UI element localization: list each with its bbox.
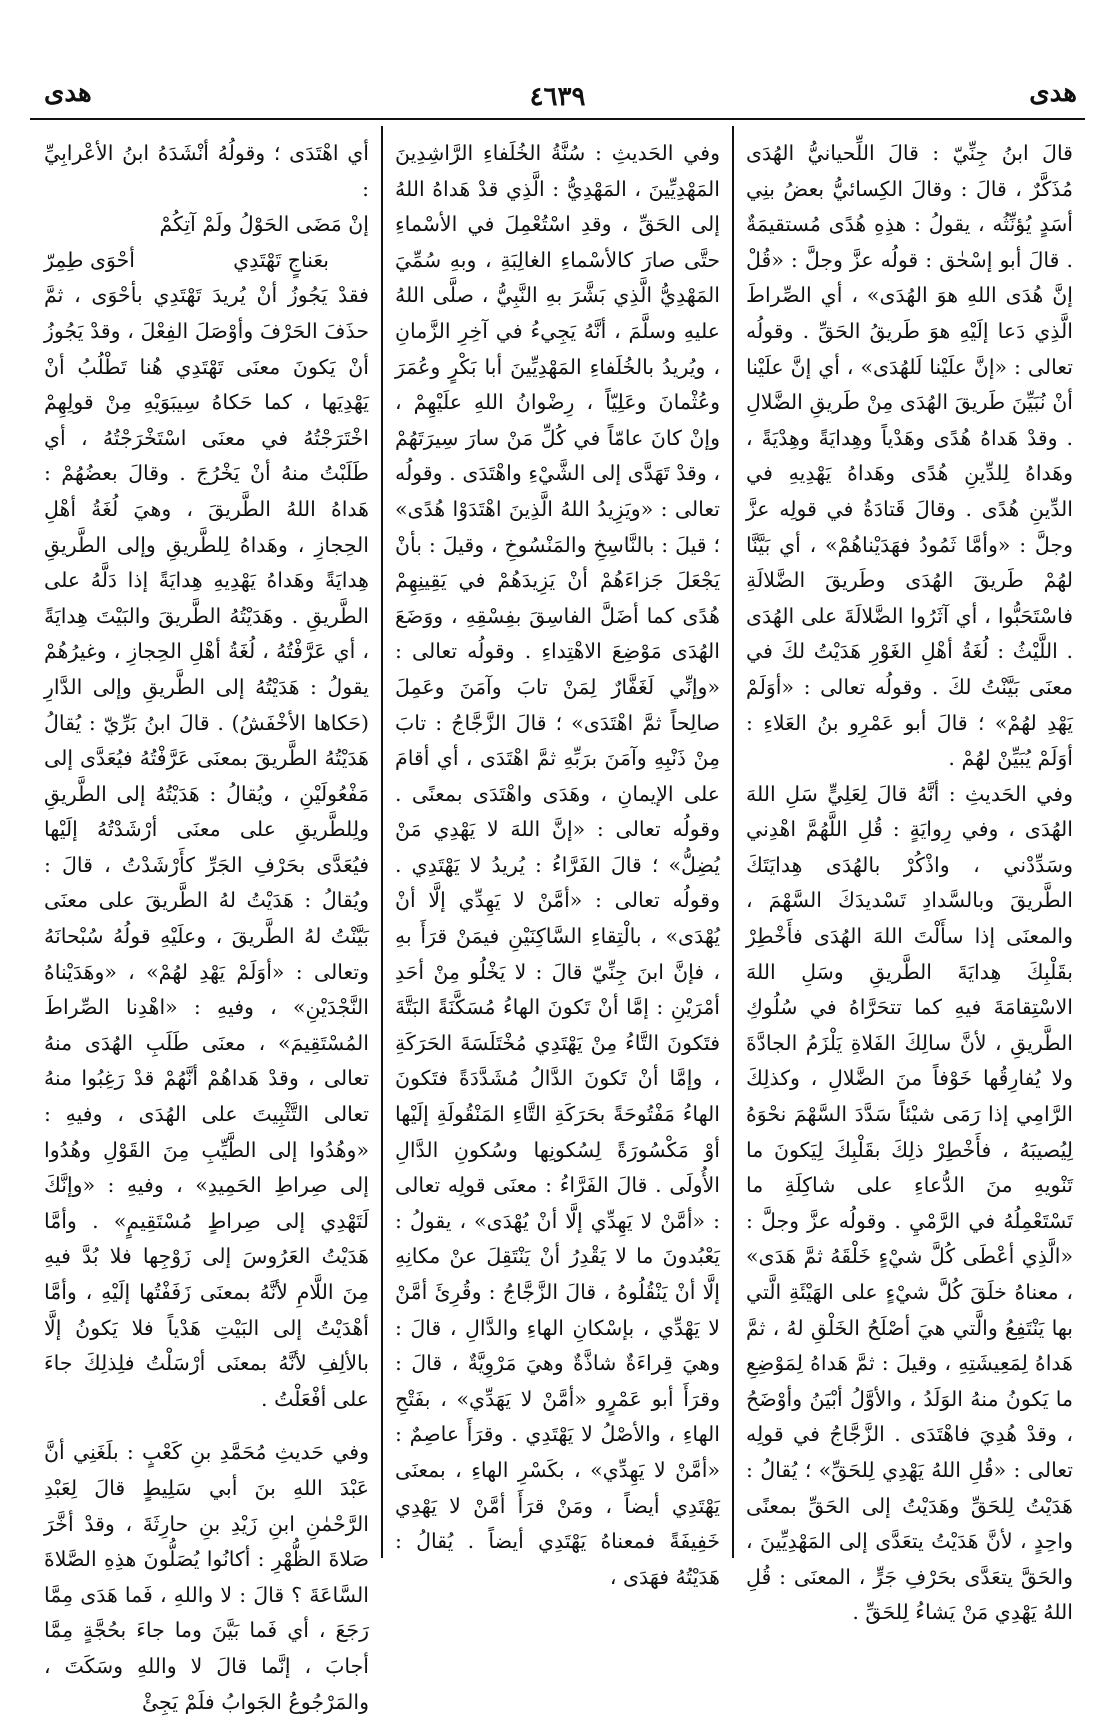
column-right-paragraph-2: وفي الحَديثِ : أنَّهُ قالَ لِعَلِيٍّ سَلِ اللهَ الهُدَى ، وفي رِوايَةٍ : قُلِ اللَّهُمَّ اهْدِني وسَدِّدْني ، واذْكُرْ بالهُدَى هِدايَتَكَ الطَّريقَ وبالسَّدادِ تَسْديدَكَ السَّهْمَ ، والمعنَى إذا سأَلْتَ اللهَ الهُدَى فأَخْطِرْ بقَلْبِكَ هِدايَةَ الطَّريقِ وسَلِ اللهَ الاسْتِقامَةَ فيهِ كما تتحَرَّاهُ في سُلُوكِ الطَّريقِ ، لأنَّ سالِكَ الفَلاةِ يَلْزَمُ الجادَّةَ ولا يُفارِقُها خَوْفاً منَ الضَّلالِ ، وكذلِكَ الرَّامِي إذا رَمَى شيْئاً سَدَّدَ السَّهْمَ نحْوَهُ لِيُصيبَهُ ، فأَخْطِرْ ذلِكَ بقَلْبِكَ لِيَكونَ ما تَنْويهِ منَ الدُّعاءِ على شاكِلَةِ ما تَسْتَعْمِلُهُ في الرَّمْيِ . وقولُه عزَّ وجلَّ : «الَّذِي أعْطَى كُلَّ شيْءٍ خَلْقَهُ ثمَّ هَدَى» ، معناهُ خلَقَ كُلَّ شيْءٍ على الهَيْئَةِ الَّتي بها يَنْتَفِعُ والَّتي هيَ أصْلَحُ الخَلْقِ لهُ ، ثمَّ هَداهُ لِمَعِيشَتِهِ ، وقيلَ : ثمَّ هَداهُ لِمَوْضِعِ ما يَكونُ منهُ الوَلَدُ ، والأوَّلُ أبْيَنُ وأوْضَحُ ، وقدْ هُدِيَ فاهْتَدَى . الزَّجَّاجُ في قولِه تعالى : «قُلِ اللهُ يَهْدِي لِلحَقِّ» ؛ يُقالُ : هَدَيْتُ لِلحَقِّ وهَدَيْتُ إلى الحَقِّ بمعنًى واحِدٍ ، لأنَّ هَدَيْتُ يتعَدَّى إلى المَهْدِيِّينَ ، والحَقَّ يتعَدَّى بحَرْفِ جَرٍّ ، المعنَى : قُلِ اللهُ يَهْدِي مَنْ يَشاءُ لِلحَقِّ .	[746, 781, 1073, 1625]
header-rule	[30, 118, 1085, 120]
header-entry-word-left: هدى	[44, 78, 92, 108]
column-left-paragraph-1: أي اهْتَدَى ؛ وقولُهُ أنْشَدَهُ ابنُ الأعْرابِيِّ :	[44, 141, 369, 201]
column-middle-paragraph-1: وفي الحَديثِ : سُنَّةُ الخُلَفاءِ الرَّاشِدِينَ المَهْدِيِّينَ ، المَهْدِيُّ : الَّذِي قدْ هَداهُ اللهُ إلى الحَقِّ ، وقدِ اسْتُعْمِلَ في الأسْماءِ حتَّى صارَ كالأسْماءِ الغالِبَةِ ، وبهِ سُمِّيَ المَهْدِيُّ الَّذِي بَشَّرَ بهِ النَّبِيُّ ، صلَّى اللهُ عليهِ وسلَّمَ ، أنَّهُ يَجِيءُ في آخِرِ الزَّمانِ ، ويُريدُ بالخُلَفاءِ المَهْدِيِّينَ أبا بَكْرٍ وعُمَرَ وعُثْمانَ وعَلِيّاً ، رِضْوانُ اللهِ علَيْهِمْ ، وإنْ كانَ عامّاً في كُلِّ مَنْ سارَ سِيرَتَهُمْ ، وقدْ تَهَدَّى إلى الشَّيْءِ واهْتَدَى . وقولُه تعالى : «ويَزِيدُ اللهُ الَّذِينَ اهْتَدَوْا هُدًى» ؛ قيلَ : بالنَّاسِخِ والمَنْسُوخِ ، وقيلَ : بأنْ يَجْعَلَ جَزاءَهُمْ أنْ يَزِيدَهُمْ في يَقِينِهِمْ هُدًى كما أضَلَّ الفاسِقَ بفِسْقِهِ ، ووَضَعَ الهُدَى مَوْضِعَ الاهْتِداءِ . وقولُه تعالى : «وإنِّي لَغَفَّارٌ لِمَنْ تابَ وآمَنَ وعَمِلَ صالِحاً ثمَّ اهْتَدَى» ؛ قالَ الزَّجَّاجُ : تابَ مِنْ ذَنْبِهِ وآمَنَ برَبِّهِ ثمَّ اهْتَدَى ، أي أقامَ على الإيمانِ ، وهَدَى واهْتَدَى بمعنًى . وقولُه تعالى : «إنَّ اللهَ لا يَهْدِي مَنْ يُضِلُّ» ؛ قالَ الفَرَّاءُ : يُريدُ لا يَهْتَدِي . وقولُه تعالى : «أمَّنْ لا يَهِدِّي إلَّا أنْ يُهْدَى» ، بالْتِقاءِ السَّاكِنَيْنِ فيمَنْ قرَأَ بهِ ، فإنَّ ابنَ جِنِّيّ قالَ : لا يَخْلُو مِنْ أحَدِ أمْرَيْنِ : إمَّا أنْ تَكونَ الهاءُ مُسَكَّنَةً البَتَّةَ فتَكونَ التَّاءُ مِنْ يَهْتَدِي مُخْتَلَسَةَ الحَرَكَةِ ، وإمَّا أنْ تَكونَ الدَّالُ مُشَدَّدَةً فتَكونَ الهاءُ مَفْتُوحَةً بحَرَكَةِ التَّاءِ المَنْقُولَةِ إلَيْها أوْ مَكْسُورَةً لِسُكونِها وسُكونِ الدَّالِ الأُولَى . قالَ الفَرَّاءُ : معنَى قولِه تعالى : «أمَّنْ لا يَهِدِّي إلَّا أنْ يُهْدَى» ، يقولُ : يَعْبُدونَ ما لا يَقْدِرُ أنْ يَنْتَقِلَ عنْ مكانِهِ إلَّا أنْ يَنْقُلُوهُ ، قالَ الزَّجَّاجُ : وقُرِئَ أمَّنْ لا يَهْدِّي ، بإسْكانِ الهاءِ والدَّالِ ، قالَ : وهيَ قِراءَةٌ شاذَّةٌ وهيَ مَرْوِيَّةٌ ، قالَ : وقرَأَ أبو عَمْرٍو «أمَّنْ لا يَهَدِّي» ، بفَتْحِ الهاءِ ، والأصْلُ لا يَهْتَدِي . وقرَأَ عاصِمٌ : «أمَّنْ لا يَهِدِّي» ، بكَسْرِ الهاءِ ، بمعنَى يَهْتَدِي أيضاً ، ومَنْ قرَأَ أمَّنْ لا يَهْدِي خَفِيفَةً فمعناهُ يَهْتَدِي أيضاً . يُقالُ : هَدَيْتُهُ فهَدَى ،	[395, 141, 720, 1589]
column-right-paragraph-1: قالَ ابنُ جِنِّيّ : قالَ اللِّحيانيُّ الهُدَى مُذَكَّرٌ ، قالَ : وقالَ الكِسائيُّ بعضُ بنِي أسَدٍ يُؤنِّثُه ، يقولُ : هذِهِ هُدًى مُستقيمَةٌ . قالَ أبو إسْحٰق : قولُه عزَّ وجلَّ : «قُلْ إنَّ هُدَى اللهِ هوَ الهُدَى» ، أي الصِّراطَ الَّذِي دَعا إلَيْهِ هوَ طَريقُ الحَقِّ . وقولُه تعالى : «إنَّ علَيْنا لَلهُدَى» ، أي إنَّ علَيْنا أنْ نُبَيِّنَ طَريقَ الهُدَى مِنْ طَريقِ الضَّلالِ . وقدْ هَداهُ هُدًى وهَدْياً وهِدايَةً وهِدْيَةً ، وهَداهُ لِلدِّينِ هُدًى وهَداهُ يَهْدِيهِ في الدِّينِ هُدًى . وقالَ قَتادَةُ في قولِه عزَّ وجلَّ : «وأمَّا ثَمُودُ فهَدَيْناهُمْ» ، أي بَيَّنَّا لهُمْ طَريقَ الهُدَى وطَريقَ الضَّلالَةِ فاسْتَحَبُّوا ، أي آثَرُوا الضَّلالَةَ على الهُدَى . اللَّيْثُ : لُغَةُ أهْلِ الغَوْرِ هَدَيْتُ لكَ في معنَى بَيَّنْتُ لكَ . وقولُه تعالى : «أوَلَمْ يَهْدِ لهُمْ» ؛ قالَ أبو عَمْرِو بنُ العَلاءِ : أوَلَمْ يُبَيِّنْ لهُمْ .	[746, 141, 1073, 771]
verse-line-2-second-hemistich: أحْوَى طِمِرّ	[44, 247, 135, 272]
verse-line-2-first-hemistich: بعَناجٍ تَهْتَدِي	[233, 247, 329, 272]
verse-line-2	[44, 243, 369, 279]
verse-line-1	[44, 207, 369, 243]
page-header	[30, 78, 1085, 114]
column-middle	[383, 126, 734, 1589]
page-number: ٤٦٣٩	[529, 82, 586, 112]
column-left-paragraph-3: وفي حَديثِ مُحَمَّدِ بنِ كَعْبٍ : بلَغَنِي أنَّ عَبْدَ اللهِ بنَ أبي سَلِيطٍ قالَ لِعَبْدِ الرَّحْمٰنِ ابنِ زَيْدِ بنِ حارِثَةَ ، وقدْ أخَّرَ صَلاةَ الظُّهْرِ : أكانُوا يُصَلُّونَ هذِهِ الصَّلاةَ السَّاعَةَ ؟ قالَ : لا واللهِ ، فَما هَدَى مِمَّا رَجَعَ ، أي فَما بَيَّنَ وما جاءَ بحُجَّةٍ مِمَّا أجابَ ، إنَّما قالَ لا واللهِ وسَكَتَ ، والمَرْجُوعُ الجَوابُ فلَمْ يَجِئْ	[44, 1440, 369, 1714]
column-right	[734, 126, 1085, 1625]
verse-line-1-hemistich: إنْ مَضَى الحَوْلُ ولَمْ آتِكُمْ	[159, 212, 369, 237]
paragraph-gap	[44, 1417, 369, 1435]
column-left	[32, 126, 383, 1714]
header-entry-word-right: هدى	[1029, 78, 1077, 108]
text-columns	[30, 126, 1085, 1714]
column-left-paragraph-2: فقدْ يَجُوزُ أنْ يُريدَ تَهْتَدِي بأحْوَى ، ثمَّ حذَفَ الحَرْفَ وأوْصَلَ الفِعْلَ ، وقدْ يَجُوزُ أنْ يَكونَ معنَى تَهْتَدِي هُنا تَطْلُبُ أنْ يَهْدِيَها ، كما حَكاهُ سِيبَوَيْهِ مِنْ قولِهِمْ اخْتَرَجْتُهُ في معنَى اسْتَخْرَجْتُهُ ، أي طَلَبْتُ منهُ أنْ يَخْرُجَ . وقالَ بعضُهُمْ : هَداهُ اللهُ الطَّريقَ ، وهيَ لُغَةُ أهْلِ الحِجازِ ، وهَداهُ لِلطَّريقِ وإلى الطَّريقِ هِدايَةً وهَداهُ يَهْدِيهِ هِدايَةً إذا دَلَّهُ على الطَّريقِ . وهَدَيْتُهُ الطَّريقَ والبَيْتَ هِدايَةً ، أي عَرَّفْتُهُ ، لُغَةُ أهْلِ الحِجازِ ، وغيرُهُمْ يقولُ : هَدَيْتُهُ إلى الطَّريقِ وإلى الدَّارِ (حَكاها الأخْفَشُ) . قالَ ابنُ بَرِّيّ : يُقالُ هَدَيْتُهُ الطَّريقَ بمعنَى عَرَّفْتُهُ فيُعَدَّى إلى مَفْعُولَيْنِ ، ويُقالُ : هَدَيْتُهُ إلى الطَّريقِ ولِلطَّريقِ على معنَى أرْشَدْتُهُ إلَيْها فيُعَدَّى بحَرْفِ الجَرِّ كأَرْشَدْتُ ، قالَ : ويُقالُ : هَدَيْتُ لهُ الطَّريقَ على معنَى بَيَّنْتُ لهُ الطَّريقَ ، وعلَيْهِ قولُهُ سُبْحانَهُ وتعالى : «أوَلَمْ يَهْدِ لهُمْ» ، «وهَدَيْناهُ النَّجْدَيْنِ» ، وفيهِ : «اهْدِنا الصِّراطَ المُسْتَقِيمَ» ، معنَى طَلَبِ الهُدَى منهُ تعالى ، وقدْ هَداهُمْ أنَّهُمْ قدْ رَغِبُوا منهُ تعالى التَّثْبِيتَ على الهُدَى ، وفيهِ : «وهُدُوا إلى الطَّيِّبِ مِنَ القَوْلِ وهُدُوا إلى صِراطِ الحَمِيدِ» ، وفيهِ : «وإنَّكَ لَتَهْدِي إلى صِراطٍ مُسْتَقِيمٍ» . وأمَّا هَدَيْتُ العَرُوسَ إلى زَوْجِها فلا بُدَّ فيهِ مِنَ اللَّامِ لأنَّهُ بمعنَى زَفَفْتُها إلَيْهِ ، وأمَّا أهْدَيْتُ إلى البَيْتِ هَدْياً فلا يَكونُ إلَّا بالألِفِ لأنَّهُ بمعنَى أرْسَلْتُ فلِذلِكَ جاءَ على أفْعَلْتُ .	[44, 283, 369, 1411]
